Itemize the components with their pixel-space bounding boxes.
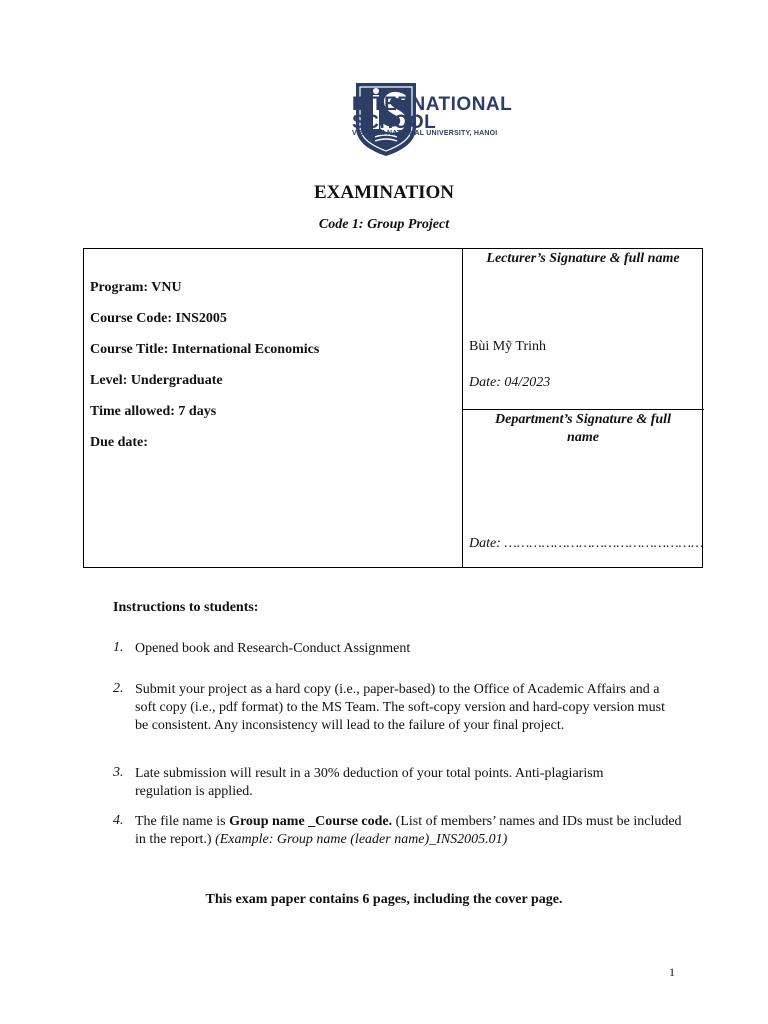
exam-subtitle: Code 1: Group Project <box>318 217 450 232</box>
instruction-text-pre: The file name is <box>135 814 230 829</box>
file-name-format: Group name _Course code. <box>229 814 393 829</box>
logo-text-school: SCHOOL <box>352 112 437 133</box>
instruction-text: Opened book and Research-Conduct Assignment <box>135 641 411 656</box>
instruction-number: 1. <box>113 640 124 655</box>
page-count-note: This exam paper contains 6 pages, including the cover page. <box>205 892 563 907</box>
table-divider <box>462 409 704 410</box>
instruction-number: 3. <box>113 765 124 780</box>
instructions-title: Instructions to students: <box>113 600 259 615</box>
time-allowed-field: Time allowed: 7 days <box>90 404 217 419</box>
department-date: Date: ………………………………………… <box>469 536 704 551</box>
logo-text-university: VIETNAM NATIONAL UNIVERSITY, HANOI <box>352 130 498 137</box>
department-signature-heading <box>463 411 703 447</box>
lecturer-name: Bùi Mỹ Trinh <box>469 339 547 354</box>
table-divider <box>462 248 463 568</box>
program-field: Program: VNU <box>90 280 182 295</box>
due-date-field: Due date: <box>90 435 148 450</box>
course-title-field: Course Title: International Economics <box>90 342 320 357</box>
lecturer-date: Date: 04/2023 <box>469 375 551 390</box>
level-field: Level: Undergraduate <box>90 373 223 388</box>
instruction-text: Submit your project as a hard copy (i.e., paper-based) to the Office of Academic Affairs and a soft copy (i.e., pdf format) to the MS Team. The soft-copy version and hard-copy version must be consistent. Any inconsistency will lead to the failure of your final project. <box>135 682 665 733</box>
lecturer-signature-heading: Lecturer’s Signature & full name <box>486 251 680 266</box>
instruction-text-mid: (List of members’ names and IDs must be included in the report.) <box>135 814 682 847</box>
instruction-number: 2. <box>113 681 124 696</box>
logo-text-international: INTERNATIONAL <box>352 94 513 115</box>
page-number: 1 <box>669 965 675 979</box>
course-code-field: Course Code: INS2005 <box>90 311 227 326</box>
department-heading-line2: name <box>567 430 599 445</box>
exam-title: EXAMINATION <box>313 182 455 203</box>
instruction-number: 4. <box>113 813 124 828</box>
instruction-text: Late submission will result in a 30% deduction of your total points. Anti-plagiarism regulation is applied. <box>135 766 604 799</box>
instruction-text <box>135 813 685 849</box>
department-heading-line1: Department’s Signature & full <box>495 412 671 427</box>
file-name-example: (Example: Group name (leader name)_INS2005.01) <box>215 832 508 847</box>
